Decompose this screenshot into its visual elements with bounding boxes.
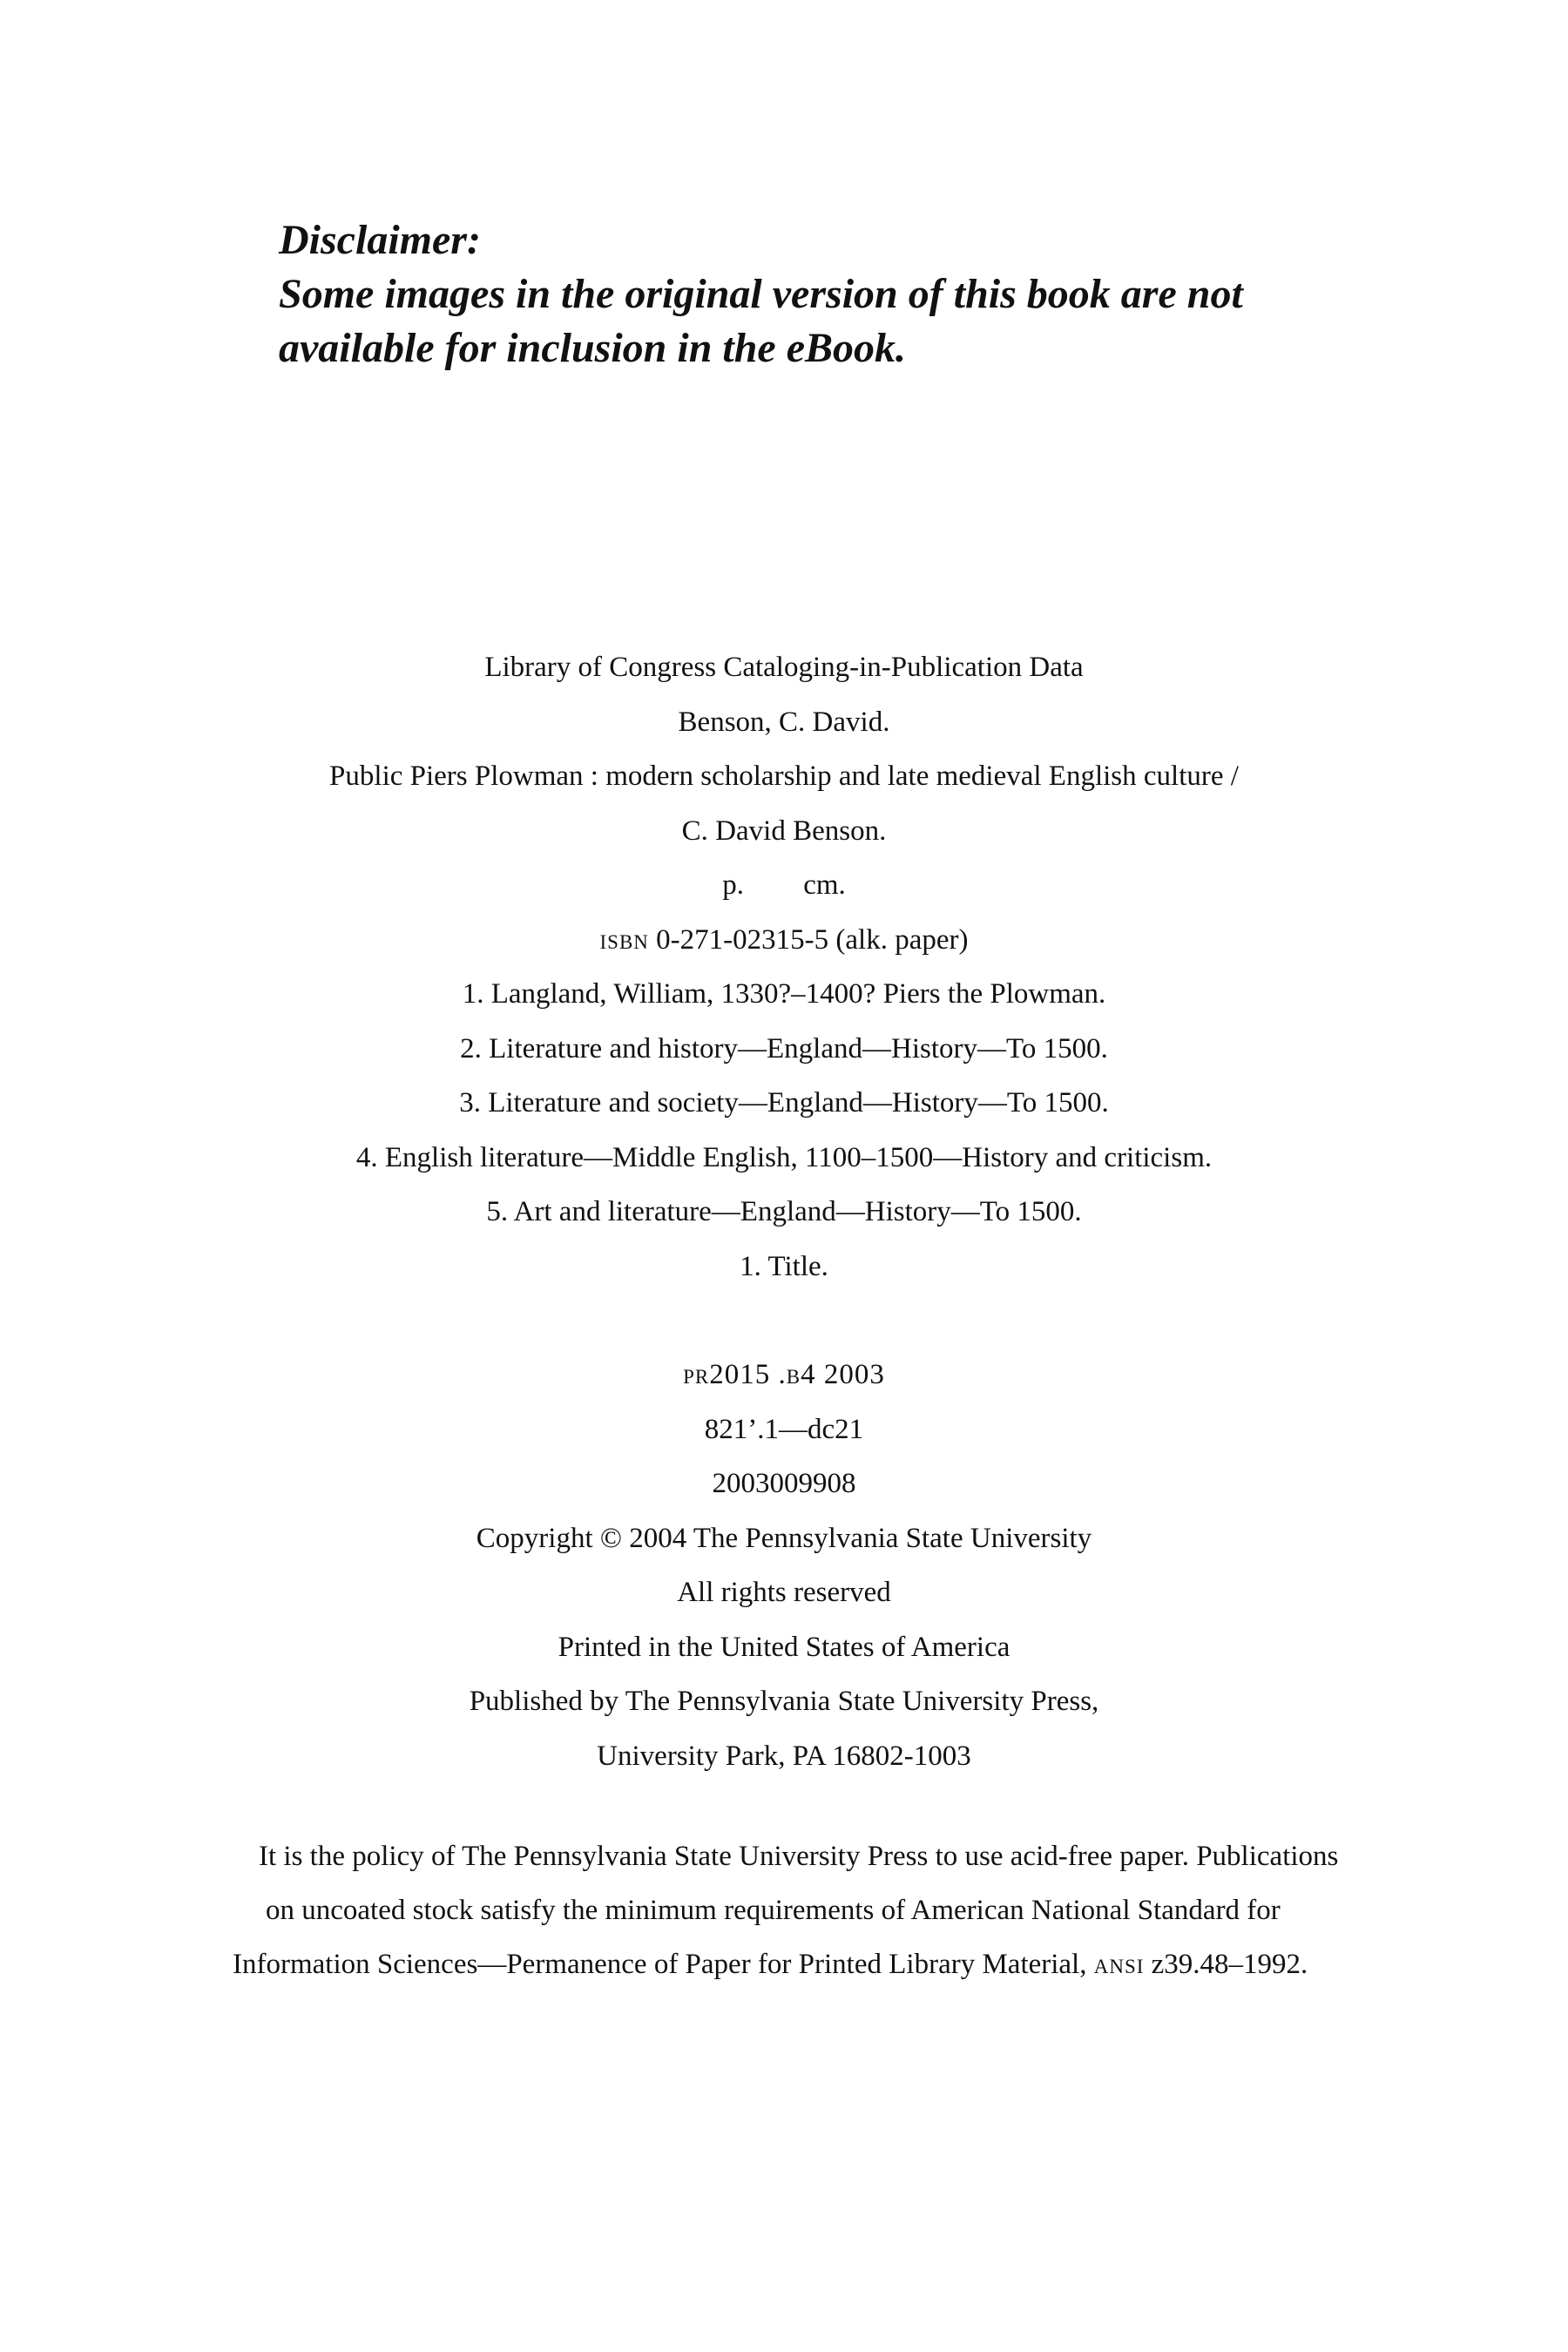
- cip-pagination: p. cm.: [722, 869, 846, 901]
- rights-line: All rights reserved: [677, 1577, 891, 1608]
- cip-subject: 1. Langland, William, 1330?–1400? Piers the Plowman.: [462, 978, 1106, 1010]
- policy-line-3-end: z39.48–1992.: [1144, 1949, 1308, 1980]
- cip-title-line-1: Public Piers Plowman : modern scholarship and late medieval English culture /: [329, 760, 1239, 792]
- disclaimer-line-1: Some images in the original version of this book are not: [279, 271, 1243, 317]
- policy-line-3-start: Information Sciences—Permanence of Paper for Printed Library Material,: [233, 1949, 1094, 1980]
- disclaimer-line-2: available for inclusion in the eBook.: [279, 325, 907, 371]
- copyright-line: Copyright © 2004 The Pennsylvania State University: [476, 1522, 1092, 1554]
- paper-policy-block: [0, 1829, 1568, 1991]
- cip-subject: 5. Art and literature—England—History—To 1500.: [486, 1196, 1082, 1227]
- cip-author: Benson, C. David.: [678, 706, 890, 738]
- publisher-line: Published by The Pennsylvania State University Press,: [469, 1686, 1099, 1717]
- disclaimer-block: [279, 213, 1411, 375]
- address-line: University Park, PA 16802-1003: [597, 1740, 971, 1772]
- cip-title-line-2: C. David Benson.: [681, 814, 887, 847]
- cip-title-entry: 1. Title.: [740, 1250, 828, 1282]
- disclaimer-heading: Disclaimer:: [279, 217, 481, 263]
- cip-subject: 3. Literature and society—England—History—To 1500.: [459, 1087, 1109, 1119]
- isbn-value: 0-271-02315-5 (alk. paper): [648, 923, 969, 956]
- policy-line-1: It is the policy of The Pennsylvania State University Press to use acid-free paper. Publications: [259, 1841, 1339, 1872]
- cip-dewey-number: 821’.1—dc21: [704, 1413, 864, 1445]
- cip-subject: 2. Literature and history—England—History—To 1500.: [460, 1032, 1108, 1064]
- cip-isbn: [0, 913, 1568, 968]
- cip-call-number: pr2015 .b4 2003: [683, 1359, 885, 1390]
- ansi-label: ansi: [1093, 1949, 1145, 1980]
- cip-spacer: [0, 1294, 1568, 1348]
- policy-line-3: [233, 1937, 1568, 1991]
- isbn-label: isbn: [599, 923, 649, 956]
- cip-subject: 4. English literature—Middle English, 1100–1500—History and criticism.: [355, 1141, 1213, 1173]
- cip-lccn: 2003009908: [712, 1468, 856, 1499]
- cataloging-in-publication-block: [0, 640, 1568, 1783]
- policy-line-2: on uncoated stock satisfy the minimum requirements of American National Standard for: [266, 1895, 1281, 1926]
- cip-header: Library of Congress Cataloging-in-Publication Data: [484, 652, 1084, 683]
- printed-line: Printed in the United States of America: [558, 1631, 1010, 1663]
